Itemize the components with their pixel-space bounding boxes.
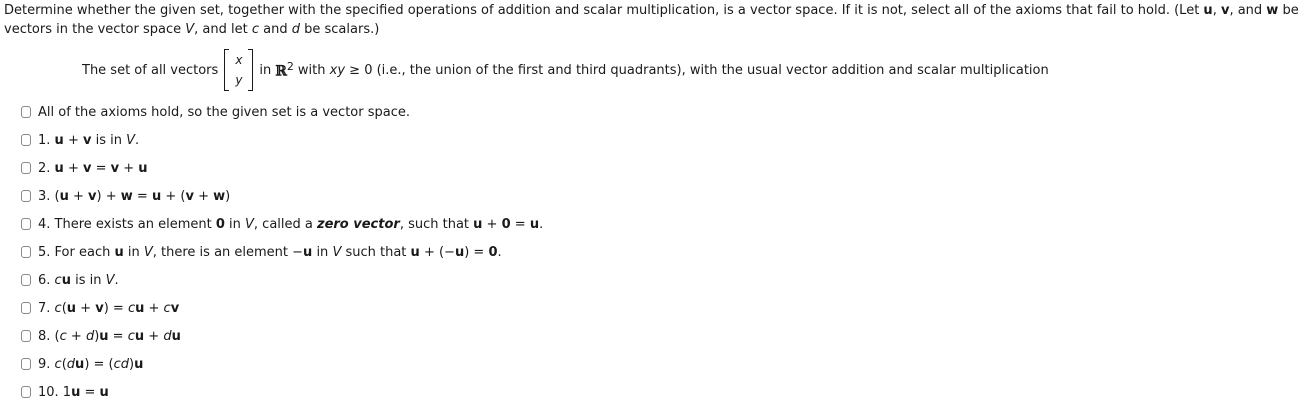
option-label: 9. c(du) = (cd)u [38, 356, 144, 372]
option-axiom-3[interactable] [21, 182, 543, 210]
option-label: All of the axioms hold, so the given set is a vector space. [38, 104, 410, 120]
vector-bottom-entry: y [235, 73, 243, 87]
option-label: 10. 1u = u [38, 384, 109, 400]
option-axiom-7[interactable] [21, 294, 543, 322]
option-axiom-9[interactable] [21, 350, 543, 378]
option-axiom-10[interactable] [21, 378, 543, 406]
option-axiom-5[interactable] [21, 238, 543, 266]
checkbox[interactable] [21, 330, 31, 342]
space-exponent: 2 [286, 60, 294, 74]
problem-statement [82, 48, 1049, 92]
option-label: 1. u + v is in V. [38, 132, 140, 148]
option-axiom-8[interactable] [21, 322, 543, 350]
space-symbol: ℝ$^2$ [275, 60, 294, 80]
option-label: 4. There exists an element 0 in V, called a zero vector, such that u + 0 = u. [38, 216, 544, 232]
problem-prefix: The set of all vectors [82, 62, 219, 78]
checkbox[interactable] [21, 386, 31, 398]
option-axiom-6[interactable] [21, 266, 543, 294]
checkbox[interactable] [21, 190, 31, 202]
column-vector [224, 49, 253, 91]
option-axiom-4[interactable] [21, 210, 543, 238]
instructions: Determine whether the given set, together with the specified operations of addition and scalar multiplication, is a vector space. If it is not, select all of the axioms that fail to hold. (Let u, v, and w be vectors in the vector space V, and let c and d be scalars.) [4, 3, 1299, 37]
checkbox[interactable] [21, 106, 31, 118]
in-label: in [259, 62, 272, 78]
right-bracket [248, 49, 253, 91]
problem-suffix: with xy ≥ 0 (i.e., the union of the first and third quadrants), with the usual vector addition and scalar multiplication [297, 62, 1049, 78]
option-label: 2. u + v = v + u [38, 160, 148, 176]
option-axiom-2[interactable] [21, 154, 543, 182]
checkbox[interactable] [21, 358, 31, 370]
option-label: 6. cu is in V. [38, 272, 119, 288]
option-label: 5. For each u in V, there is an element −u in V such that u + (−u) = 0. [38, 244, 502, 260]
checkbox[interactable] [21, 302, 31, 314]
checkbox[interactable] [21, 274, 31, 286]
option-label: 8. (c + d)u = cu + du [38, 328, 181, 344]
answer-options [21, 98, 543, 406]
option-label: 7. c(u + v) = cu + cv [38, 300, 180, 316]
checkbox[interactable] [21, 162, 31, 174]
option-label: 3. (u + v) + w = u + (v + w) [38, 188, 231, 204]
checkbox[interactable] [21, 246, 31, 258]
checkbox[interactable] [21, 218, 31, 230]
vector-top-entry: x [235, 53, 243, 67]
option-all-hold[interactable] [21, 98, 543, 126]
checkbox[interactable] [21, 134, 31, 146]
option-axiom-1[interactable] [21, 126, 543, 154]
